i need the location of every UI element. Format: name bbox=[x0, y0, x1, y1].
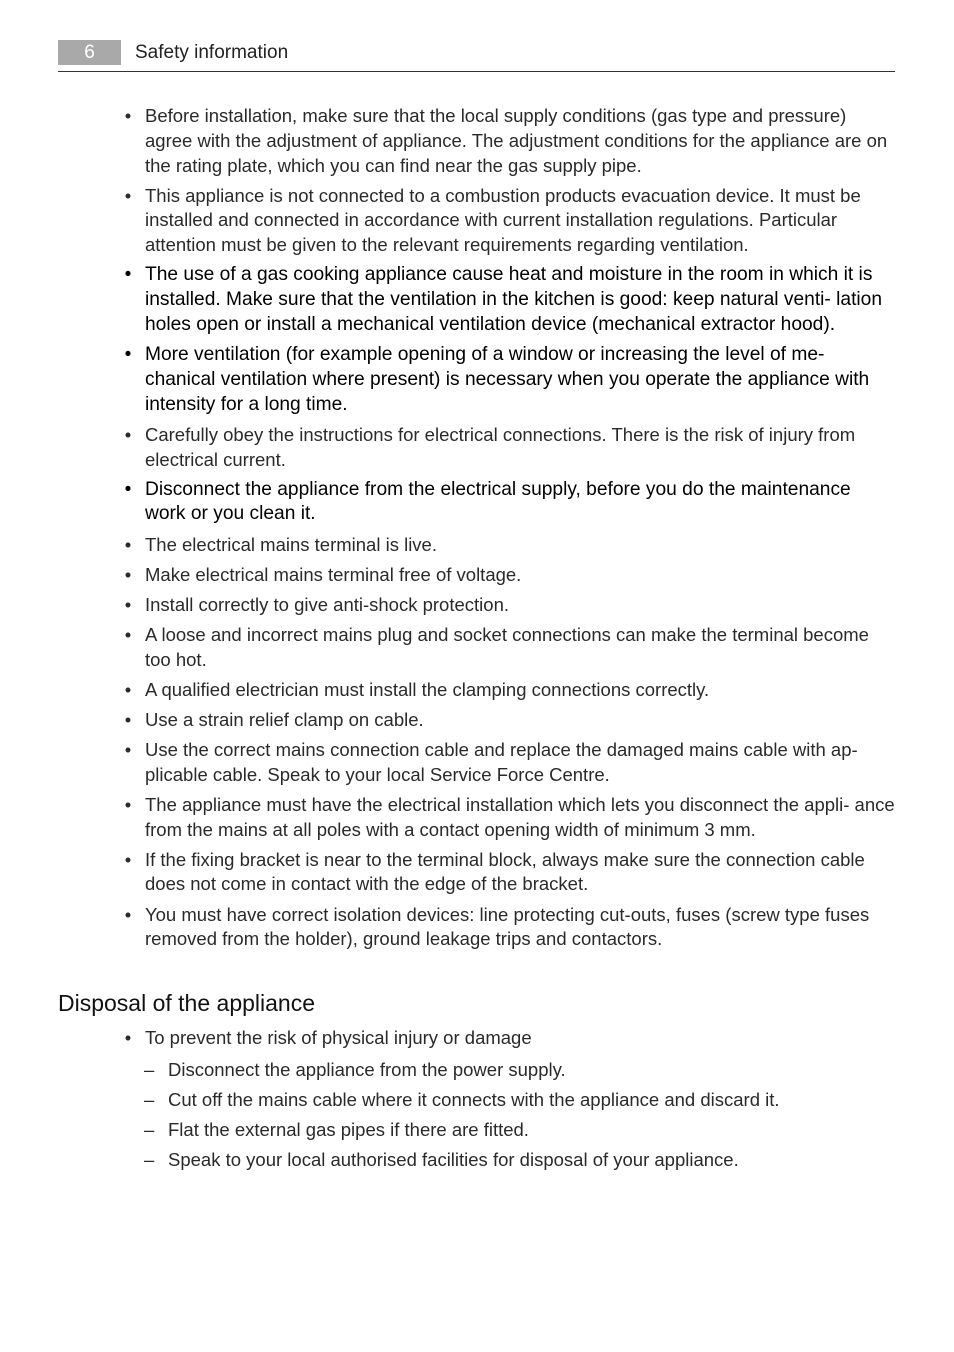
list-item-text: You must have correct isolation devices: line protecting cut-outs, fuses (screw type fuses removed from the holder), ground leakage trips and contactors. bbox=[145, 903, 870, 950]
list-item bbox=[0, 263, 954, 337]
bullet-mark: • bbox=[124, 344, 132, 366]
dash-mark: – bbox=[144, 1059, 155, 1080]
list-item bbox=[0, 593, 954, 618]
bullet-mark: • bbox=[124, 184, 132, 206]
list-item bbox=[0, 343, 954, 417]
list-item-text: If the fixing bracket is near to the terminal block, always make sure the connection cable does not come in contact with the edge of the bracket. bbox=[145, 848, 865, 895]
bullet-mark: • bbox=[124, 593, 132, 615]
list-item bbox=[0, 1088, 954, 1113]
list-item-text: A qualified electrician must install the clamping connections correctly. bbox=[145, 678, 710, 700]
list-item bbox=[0, 903, 954, 953]
list-item-text: Before installation, make sure that the local supply conditions (gas type and pressure) agree with the adjustment of appliance. The adjustment conditions for the appliance are on the rating plate, which you can find near the gas supply pipe. bbox=[145, 105, 888, 176]
bullet-mark: • bbox=[124, 105, 132, 126]
list-item-text: The use of a gas cooking appliance cause heat and moisture in the room in which it is installed. Make sure that the ventilation in the kitchen is good: keep natural venti- lation holes open or install a mechanical ventilation device (mechanical extractor hood). bbox=[145, 264, 883, 335]
list-item-text: Flat the external gas pipes if there are fitted. bbox=[168, 1118, 529, 1140]
section-title: Safety information bbox=[135, 42, 289, 63]
page-number: 6 bbox=[58, 40, 121, 65]
list-item-text: Install correctly to give anti-shock protection. bbox=[145, 593, 509, 615]
dash-mark: – bbox=[144, 1118, 155, 1140]
list-item-text: Disconnect the appliance from the power supply. bbox=[168, 1059, 566, 1080]
bullet-mark: • bbox=[124, 848, 132, 870]
list-item bbox=[0, 563, 954, 588]
bullet-mark: • bbox=[124, 563, 132, 585]
list-item bbox=[0, 1058, 954, 1083]
list-item bbox=[0, 678, 954, 703]
list-item-text: Disconnect the appliance from the electrical supply, before you do the maintenance work or you clean it. bbox=[145, 478, 851, 525]
list-item-text: A loose and incorrect mains plug and socket connections can make the terminal become too hot. bbox=[145, 623, 869, 670]
bullet-mark: • bbox=[124, 533, 132, 555]
list-item-text: This appliance is not connected to a combustion products evacuation device. It must be installed and connected in accordance with current installation regulations. Particular attention must be given to the relevant requirements regarding ventilation. bbox=[145, 184, 861, 256]
dash-mark: – bbox=[144, 1148, 155, 1170]
list-item bbox=[0, 708, 954, 733]
list-item-text: The electrical mains terminal is live. bbox=[145, 533, 437, 555]
list-item-text: Cut off the mains cable where it connects with the appliance and discard it. bbox=[168, 1088, 780, 1110]
disposal-heading: Disposal of the appliance bbox=[58, 990, 315, 1016]
list-item bbox=[0, 104, 954, 178]
bullet-mark: • bbox=[124, 1027, 132, 1048]
list-item-text: Carefully obey the instructions for electrical connections. There is the risk of injury from electrical current. bbox=[145, 423, 856, 470]
disposal-bullet-list bbox=[0, 1026, 954, 1056]
bullet-mark: • bbox=[124, 264, 132, 286]
dash-mark: – bbox=[144, 1088, 155, 1110]
page-header bbox=[58, 40, 895, 72]
bullet-mark: • bbox=[124, 623, 132, 645]
list-item bbox=[0, 1118, 954, 1143]
list-item-text: Make electrical mains terminal free of voltage. bbox=[145, 563, 522, 585]
list-item bbox=[0, 623, 954, 673]
list-item bbox=[0, 1026, 954, 1051]
bullet-mark: • bbox=[124, 478, 132, 500]
bullet-mark: • bbox=[124, 903, 132, 925]
disposal-steps-list bbox=[0, 1058, 954, 1178]
list-item bbox=[0, 848, 954, 898]
list-item-text: The appliance must have the electrical installation which lets you disconnect the appli- ance from the mains at all poles with a contact opening width of minimum 3 mm. bbox=[145, 793, 895, 840]
bullet-mark: • bbox=[124, 423, 132, 445]
list-item bbox=[0, 738, 954, 788]
list-item bbox=[0, 184, 954, 258]
bullet-mark: • bbox=[124, 738, 132, 760]
list-item-text: Speak to your local authorised facilities for disposal of your appliance. bbox=[168, 1148, 739, 1170]
list-item-text: Use a strain relief clamp on cable. bbox=[145, 708, 424, 730]
bullet-mark: • bbox=[124, 708, 132, 730]
list-item-text: More ventilation (for example opening of a window or increasing the level of me- chanical ventilation where present) is necessary when you operate the appliance with intensity for a long time. bbox=[145, 344, 870, 415]
safety-bullet-list bbox=[0, 104, 954, 957]
list-item bbox=[0, 478, 954, 528]
list-item-text: To prevent the risk of physical injury or damage bbox=[145, 1027, 532, 1048]
list-item bbox=[0, 793, 954, 843]
list-item bbox=[0, 1148, 954, 1173]
bullet-mark: • bbox=[124, 678, 132, 700]
bullet-mark: • bbox=[124, 793, 132, 815]
list-item bbox=[0, 533, 954, 558]
list-item bbox=[0, 423, 954, 473]
list-item-text: Use the correct mains connection cable and replace the damaged mains cable with ap- plicable cable. Speak to your local Service Force Centre. bbox=[145, 738, 858, 785]
